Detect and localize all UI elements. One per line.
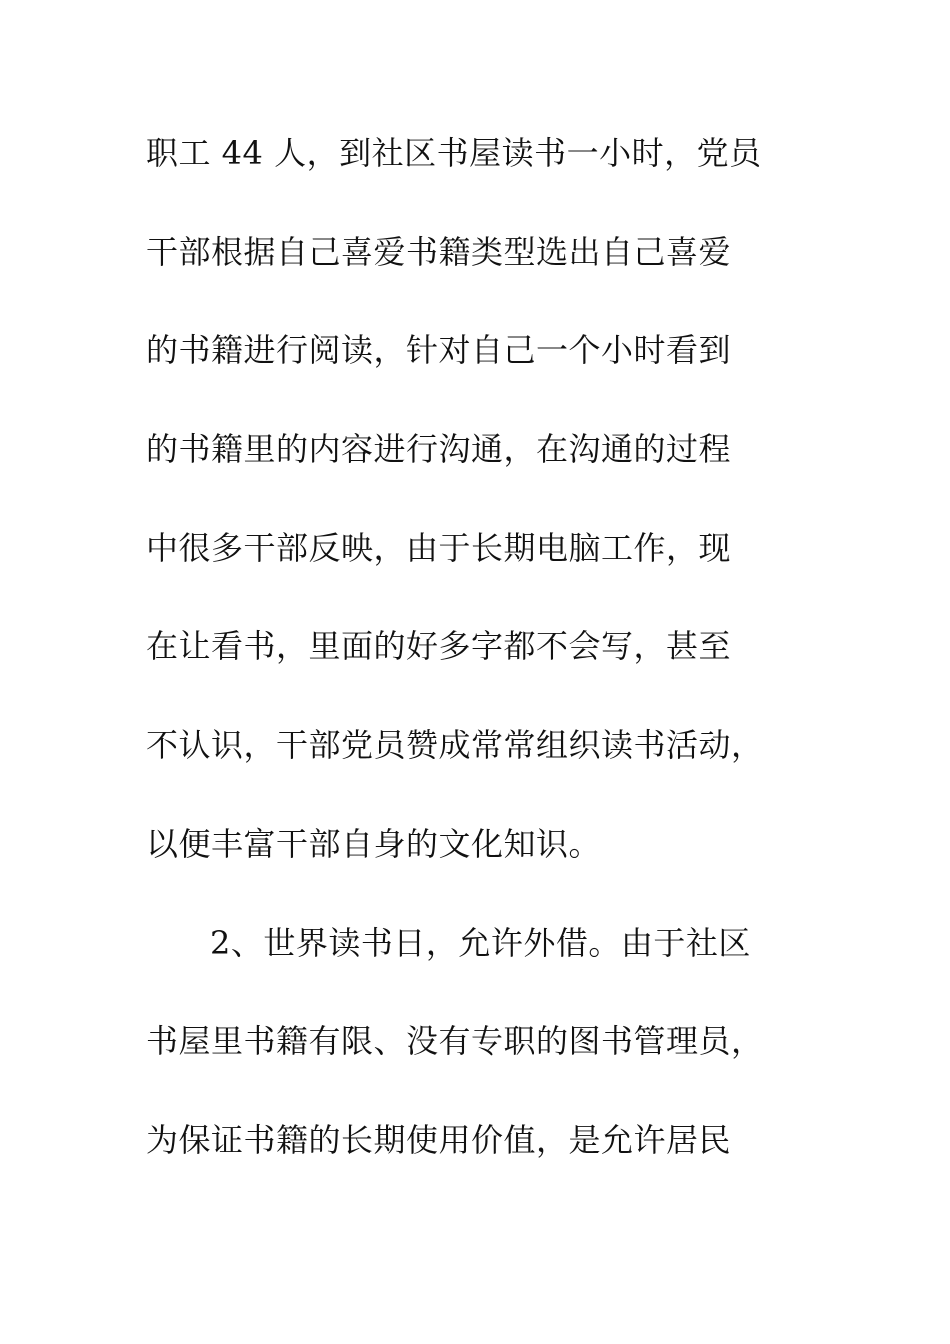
text-line: 不认识，干部党员赞成常常组织读书活动，	[146, 726, 764, 765]
text-line: 书屋里书籍有限、没有专职的图书管理员，	[146, 1022, 764, 1061]
text-line: 为保证书籍的长期使用价值，是允许居民	[146, 1120, 732, 1159]
text-line: 干部根据自己喜爱书籍类型选出自己喜爱	[146, 232, 732, 271]
body-text	[146, 123, 806, 1209]
paragraph-start-line: 2、世界读书日，允许外借。由于社区	[210, 923, 751, 962]
text-line: 的书籍里的内容进行沟通，在沟通的过程	[146, 430, 732, 469]
text-line: 以便丰富干部自身的文化知识。	[146, 824, 602, 863]
text-line: 在让看书，里面的好多字都不会写，甚至	[146, 627, 732, 666]
text-line: 的书籍进行阅读，针对自己一个小时看到	[146, 331, 732, 370]
text-line: 职工 44 人，到社区书屋读书一小时，党员	[146, 134, 762, 172]
text-line: 中很多干部反映，由于长期电脑工作，现	[146, 528, 732, 567]
